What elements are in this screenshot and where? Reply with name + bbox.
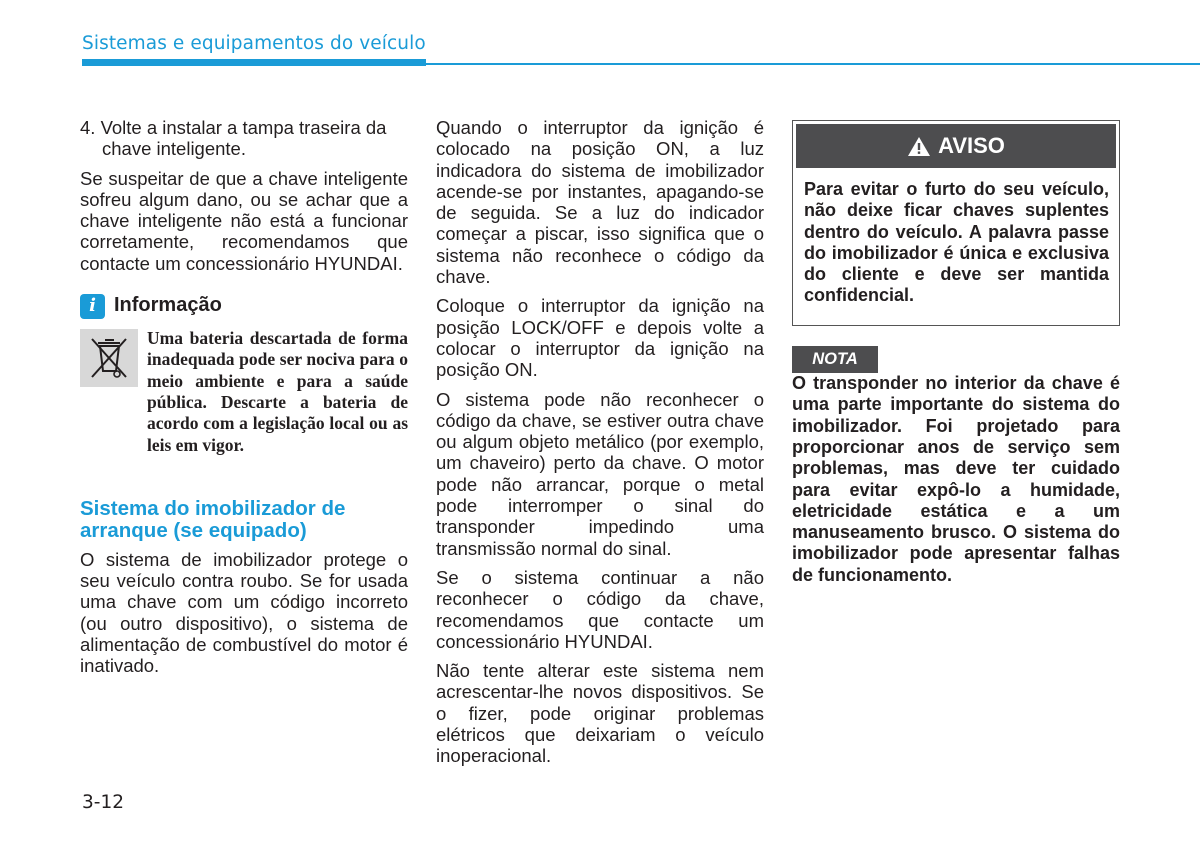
- header-title: Sistemas e equipamentos do veículo: [82, 33, 426, 54]
- crossed-bin-icon: [80, 329, 138, 387]
- metal-paragraph: O sistema pode não reconhecer o código da chave, se estiver outra chave ou algum objeto metálico (por exemplo, um chaveiro) perto da chave. O motor pode não arrancar, porque o metal pode interromper o sinal do transponder impedindo uma transmissão normal do sinal.: [436, 388, 764, 559]
- info-icon: i: [80, 294, 105, 319]
- header-rule-thin: [426, 63, 1200, 65]
- info-body: [80, 328, 408, 464]
- dealer-paragraph: Se o sistema continuar a não reconhecer o código da chave, recomendamos que contacte um concessionário HYUNDAI.: [436, 566, 764, 652]
- step-4: 4. Volte a instalar a tampa traseira da chave inteligente.: [80, 117, 387, 160]
- column-2: [436, 117, 764, 775]
- header-rule-thick: [82, 59, 426, 66]
- ignition-paragraph: Quando o interruptor da ignição é colocado na posição ON, a luz indicadora do sistema de imobilizador acende-se por instantes, apagando-se de seguida. Se a luz do indicador começar a piscar, isso significa que o sistema não reconhece o código da chave.: [436, 117, 764, 288]
- damage-paragraph: Se suspeitar de que a chave inteligente sofreu algum dano, ou se achar que a chave inteligente não está a funcionar corretamente, recomendamos que contacte um concessionário HYUNDAI.: [80, 167, 408, 274]
- no-modify-paragraph: Não tente alterar este sistema nem acrescentar-lhe novos dispositivos. Se o fizer, pode originar problemas elétricos que deixariam o veículo inoperacional.: [436, 660, 764, 767]
- immobilizer-paragraph: O sistema de imobilizador protege o seu veículo contra roubo. Se for usada uma chave com um código incorreto (ou outro dispositivo), o sistema de alimentação de combustível do motor é inativado.: [80, 548, 408, 677]
- column-3: [792, 120, 1120, 594]
- info-title: Informação: [114, 294, 222, 317]
- nota-text: O transponder no interior da chave é uma parte importante do sistema do imobilizador. Foi projetado para proporcionar anos de serviço sem problemas, mas deve ter cuidado para evitar expô-lo a humidade, eletricidade estática e a um manuseamento brusco. O sistema do imobilizador pode apresentar falhas de funcionamento.: [792, 373, 1120, 585]
- warning-triangle-icon: [907, 136, 931, 157]
- nota-label: NOTA: [792, 346, 878, 373]
- page-number: 3-12: [82, 792, 124, 813]
- warning-text: Para evitar o furto do seu veículo, não deixe ficar chaves suplentes dentro do veículo. A palavra passe do imobilizador é única e exclusiva do cliente e deve ser mantida confidencial.: [804, 179, 1109, 306]
- column-1: [80, 117, 408, 685]
- warning-header: [796, 124, 1116, 168]
- info-header: [80, 292, 408, 320]
- lock-off-paragraph: Coloque o interruptor da ignição na posição LOCK/OFF e depois volte a colocar o interruptor da ignição na posição ON.: [436, 295, 764, 381]
- warning-title: AVISO: [938, 133, 1005, 159]
- info-text: Uma bateria descartada de forma inadequada pode ser nociva para o meio ambiente e para a saúde pública. Descarte a bateria de acordo com a legislação local ou as leis em vigor.: [147, 328, 408, 455]
- warning-box: [792, 120, 1120, 326]
- section-heading: Sistema do imobilizador de arranque (se equipado): [80, 496, 346, 543]
